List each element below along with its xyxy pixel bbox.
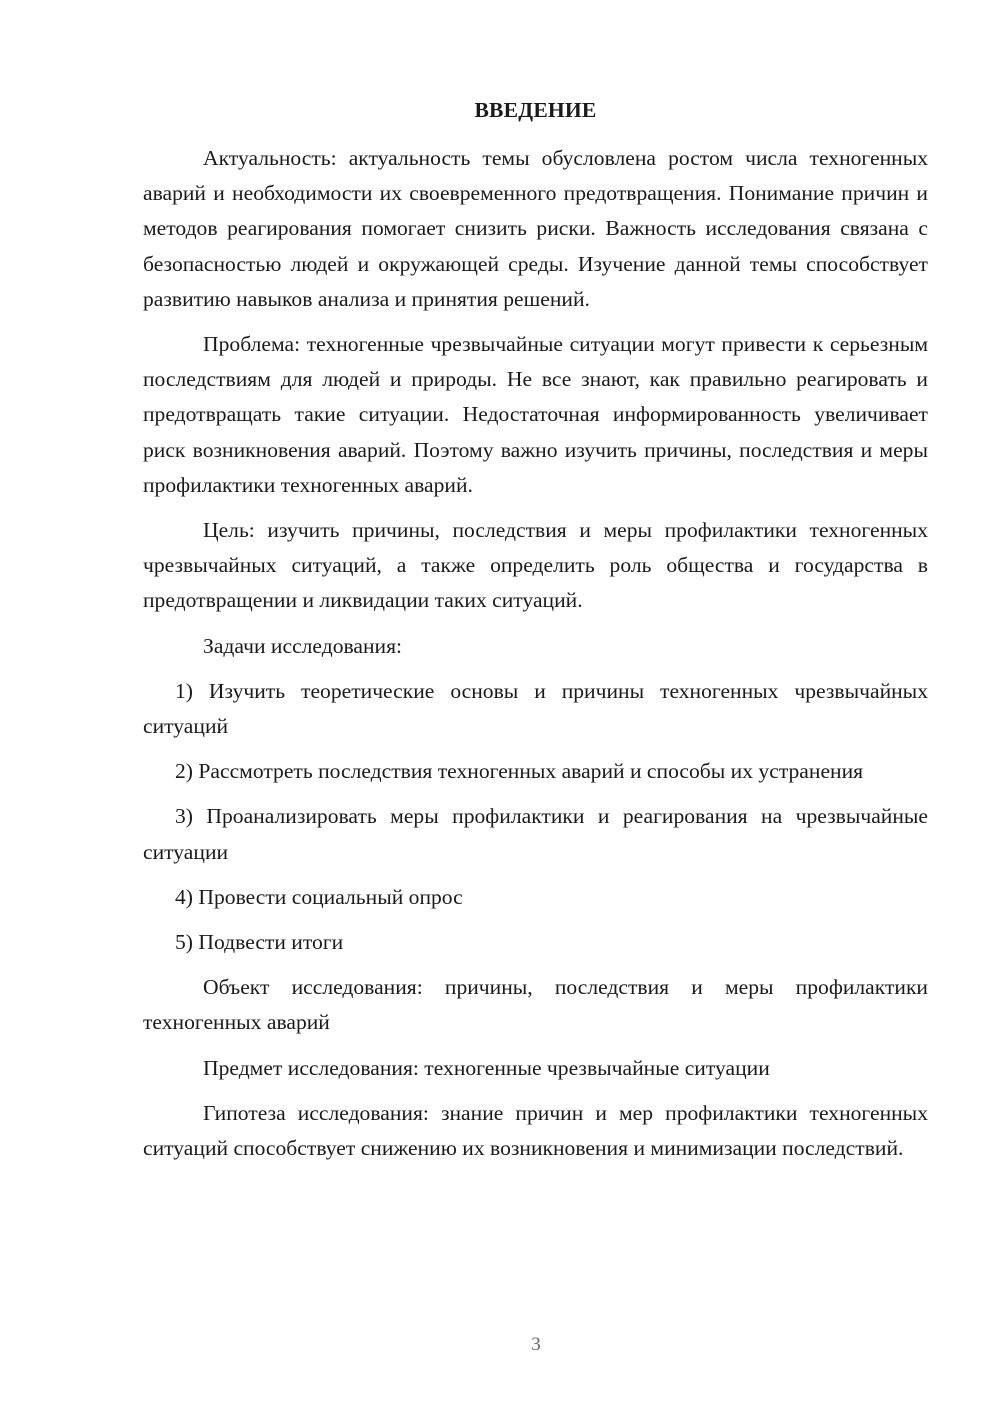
paragraph-problem: Проблема: техногенные чрезвычайные ситуации могут привести к серьезным последствиям для людей и природы. Не все знают, как правильно реагировать и предотвращать такие ситуации. Недостаточная информированность увеличивает риск возникновения аварий. Поэтому важно изучить причины, последствия и меры профилактики техногенных аварий. — [143, 332, 928, 497]
paragraph-object: Объект исследования: причины, последствия и меры профилактики техногенных аварий — [143, 975, 928, 1035]
task-item-1: 1) Изучить теоретические основы и причины техногенных чрезвычайных ситуаций — [143, 678, 928, 739]
paragraph-subject: Предмет исследования: техногенные чрезвычайные ситуации — [203, 1055, 770, 1080]
page-number: 3 — [531, 1334, 541, 1355]
task-item-5: 5) Подвести итоги — [175, 930, 344, 955]
task-item-2: 2) Рассмотреть последствия техногенных аварий и способы их устранения — [175, 759, 864, 784]
tasks-heading: Задачи исследования: — [203, 633, 403, 658]
paragraph-relevance: Актуальность: актуальность темы обусловлена ростом числа техногенных аварий и необходимости их своевременного предотвращения. Понимание причин и методов реагирования помогает снизить риски. Важность исследования связана с безопасностью людей и окружающей среды. Изучение данной темы способствует развитию навыков анализа и принятия решений. — [143, 146, 928, 311]
paragraph-hypothesis: Гипотеза исследования: знание причин и мер профилактики техногенных ситуаций способствует снижению их возникновения и минимизации последствий. — [143, 1100, 928, 1161]
document-page — [143, 94, 928, 1176]
task-item-4: 4) Провести социальный опрос — [175, 884, 463, 909]
task-item-3: 3) Проанализировать меры профилактики и реагирования на чрезвычайные ситуации — [143, 804, 928, 864]
paragraph-goal: Цель: изучить причины, последствия и меры профилактики техногенных чрезвычайных ситуаций, а также определить роль общества и государства в предотвращении и ликвидации таких ситуаций. — [143, 518, 928, 613]
page-title: ВВЕДЕНИЕ — [474, 98, 597, 122]
tasks-list — [143, 674, 928, 960]
